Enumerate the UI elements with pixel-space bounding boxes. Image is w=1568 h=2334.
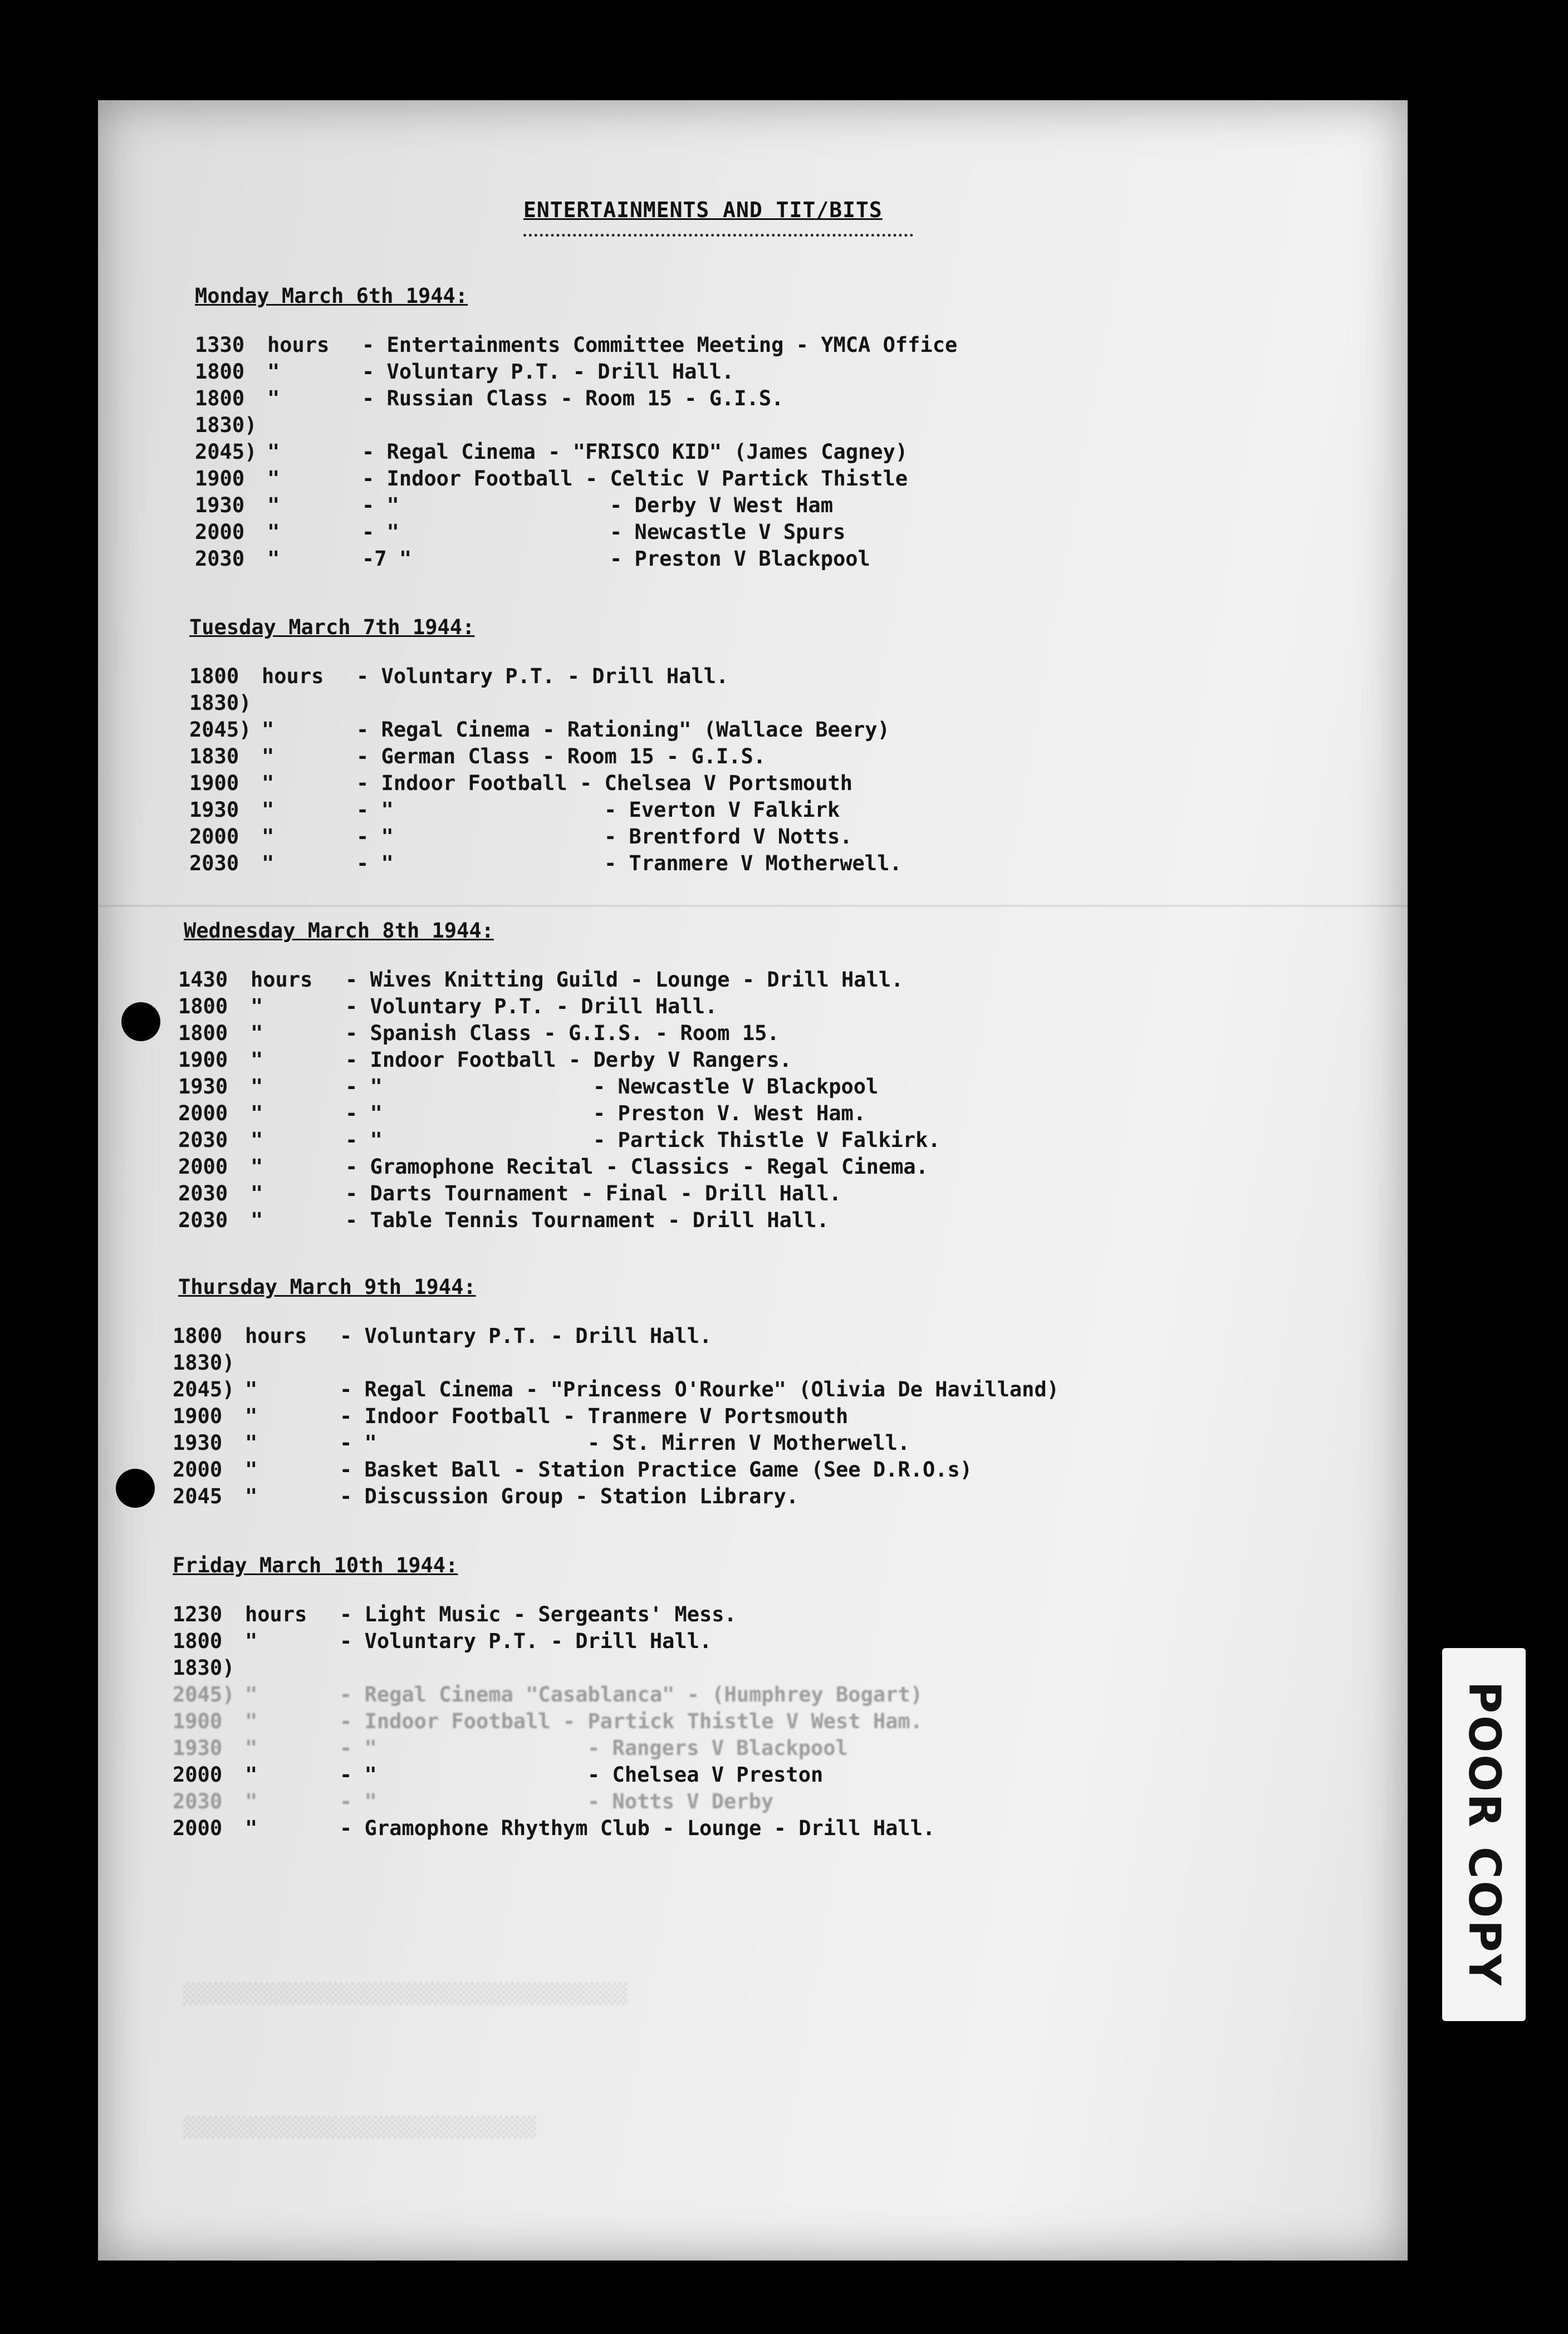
schedule-row [195,465,1309,493]
row-time: 1800 [189,664,239,688]
schedule-row [178,966,1292,994]
schedule-row [178,1207,1292,1234]
row-desc: - " [340,1736,377,1760]
row-unit: " [245,1763,258,1787]
schedule-row [173,1376,1286,1404]
row-desc: -7 " [362,547,412,571]
schedule-row [173,1734,1286,1762]
schedule-row [195,358,1309,386]
row-desc: - Indoor Football - Tranmere V Portsmouth [340,1404,849,1428]
schedule-row [178,1046,1292,1074]
row-desc: - Voluntary P.T. - Drill Hall. [345,994,718,1018]
row-sub: - Brentford V Notts. [604,825,852,849]
row-desc: - Light Music - Sergeants' Mess. [340,1602,737,1626]
row-unit: " [251,1155,263,1179]
schedule-row [173,1403,1286,1430]
row-time: 2045) [173,1377,235,1401]
row-sub: - Preston V Blackpool [610,547,870,571]
row-sub: - Derby V West Ham [610,493,833,517]
row-time: 2030 [178,1181,228,1205]
row-time: 2000 [173,1763,223,1787]
row-unit: " [245,1736,258,1760]
schedule-row [173,1761,1286,1789]
schedule-row [195,411,1309,439]
row-unit: " [267,547,280,571]
schedule-row [178,1019,1292,1047]
row-desc: - Darts Tournament - Final - Drill Hall. [345,1181,842,1205]
row-desc: - " [356,798,394,822]
row-sub: - Rangers V Blackpool [587,1736,848,1760]
bleed-through-text: ░░░░░░░░░░░░░░░░░░░░░░░░░░░░░░░░░░░░░░░ [184,1982,629,2004]
schedule-row [195,385,1309,413]
day-heading: Wednesday March 8th 1944: [184,919,494,943]
schedule-row [195,331,1309,359]
row-desc: - Regal Cinema "Casablanca" - (Humphrey Bogart) [340,1683,923,1707]
row-unit: " [245,1431,258,1455]
row-time: 2045 [173,1484,223,1508]
row-time: 2030 [178,1208,228,1232]
schedule-row [178,993,1292,1021]
day-heading: Tuesday March 7th 1944: [189,615,475,639]
schedule-row [178,1126,1292,1154]
poor-copy-stamp [1442,1648,1526,2021]
row-time: 1830 [189,744,239,768]
row-desc: - Wives Knitting Guild - Lounge - Drill Hall. [345,968,904,992]
schedule-row [178,1073,1292,1101]
row-desc: - Gramophone Rhythym Club - Lounge - Drill Hall. [340,1816,935,1840]
row-desc: - Indoor Football - Celtic V Partick Thistle [362,467,908,491]
row-desc: - " [345,1101,383,1125]
row-desc: - " [340,1431,377,1455]
row-time: 2030 [173,1789,223,1813]
row-time: 2000 [173,1458,223,1482]
row-time: 2000 [178,1101,228,1125]
row-time: 1930 [189,798,239,822]
row-time: 1900 [178,1048,228,1072]
row-sub: - Preston V. West Ham. [593,1101,866,1125]
row-desc: - Regal Cinema - "FRISCO KID" (James Cagney) [362,440,908,464]
row-time: 1900 [173,1404,223,1428]
row-time: 1430 [178,968,228,992]
day-heading: Thursday March 9th 1944: [178,1275,476,1299]
document-title: ENTERTAINMENTS AND TIT/BITS [523,198,883,222]
schedule-row [189,850,1303,877]
schedule-row [173,1788,1286,1816]
row-unit: " [267,386,280,410]
schedule-row [189,823,1303,851]
schedule-row [189,769,1303,797]
row-unit: " [245,1484,258,1508]
row-unit: " [251,994,263,1018]
row-desc: - " [340,1789,377,1813]
schedule-row [178,1180,1292,1208]
punch-hole [116,1469,155,1508]
row-time: 2045) [195,440,257,464]
row-unit: " [251,1128,263,1152]
row-desc: - " [345,1075,383,1099]
row-time: 1930 [173,1736,223,1760]
row-desc: - Indoor Football - Chelsea V Portsmouth [356,771,853,795]
row-time: 1800 [178,1021,228,1045]
schedule-row [173,1681,1286,1709]
row-sub: - Newcastle V Spurs [610,520,846,544]
row-time: 2045) [189,718,252,742]
row-desc: - Spanish Class - G.I.S. - Room 15. [345,1021,780,1045]
schedule-row [173,1654,1286,1682]
row-desc: - Voluntary P.T. - Drill Hall. [356,664,729,688]
row-desc: - " [356,851,394,875]
row-time: 1930 [195,493,245,517]
schedule-row [195,438,1309,466]
row-sub: - St. Mirren V Motherwell. [587,1431,910,1455]
row-time: 1800 [173,1324,223,1348]
schedule-row [189,743,1303,771]
row-unit: " [262,744,275,768]
row-unit: " [245,1629,258,1653]
schedule-row [189,689,1303,717]
row-time: 2000 [195,520,245,544]
row-time: 1830) [189,691,252,715]
row-unit: " [262,771,275,795]
row-desc: - Discussion Group - Station Library. [340,1484,799,1508]
row-unit: hours [245,1602,307,1626]
row-unit: " [267,520,280,544]
row-desc: - " [362,520,399,544]
row-time: 1900 [173,1709,223,1733]
row-unit: " [245,1789,258,1813]
row-desc: - " [362,493,399,517]
row-time: 1830) [173,1351,235,1375]
row-unit: " [251,1021,263,1045]
day-heading: Monday March 6th 1944: [195,284,468,308]
row-unit: " [245,1683,258,1707]
schedule-row [173,1708,1286,1735]
row-unit: " [267,440,280,464]
row-unit: " [262,718,275,742]
bleed-through-text: ░░░░░░░░░░░░░░░░░░░░░░░░░░░░░░░ [184,2116,537,2138]
row-unit: " [245,1709,258,1733]
row-desc: - Indoor Football - Partick Thistle V West Ham. [340,1709,923,1733]
row-time: 1900 [195,467,245,491]
row-unit: hours [262,664,324,688]
row-unit: " [262,798,275,822]
schedule-row [178,1100,1292,1127]
row-unit: " [251,1181,263,1205]
row-sub: - Chelsea V Preston [587,1763,824,1787]
row-time: 2045) [173,1683,235,1707]
row-time: 1800 [195,386,245,410]
row-desc: - " [345,1128,383,1152]
row-desc: - Regal Cinema - Rationing" (Wallace Beery) [356,718,890,742]
row-time: 1930 [178,1075,228,1099]
row-time: 2000 [173,1816,223,1840]
row-sub: - Everton V Falkirk [604,798,840,822]
row-time: 1800 [173,1629,223,1653]
schedule-row [173,1601,1286,1629]
fold-line [98,905,1408,907]
row-desc: - Gramophone Recital - Classics - Regal Cinema. [345,1155,928,1179]
schedule-row [178,1153,1292,1181]
row-time: 2030 [195,547,245,571]
schedule-row [173,1322,1286,1350]
row-desc: - German Class - Room 15 - G.I.S. [356,744,766,768]
row-time: 1930 [173,1431,223,1455]
row-unit: hours [251,968,313,992]
row-unit: hours [245,1324,307,1348]
row-unit: " [251,1101,263,1125]
row-desc: - Voluntary P.T. - Drill Hall. [340,1324,712,1348]
title-underline-rule [523,234,913,237]
row-unit: " [245,1816,258,1840]
schedule-row [195,518,1309,546]
row-unit: " [267,467,280,491]
row-unit: " [245,1377,258,1401]
row-desc: - " [356,825,394,849]
schedule-row [195,545,1309,573]
row-unit: " [267,360,280,384]
row-unit: " [251,1048,263,1072]
schedule-row [173,1456,1286,1484]
row-time: 1230 [173,1602,223,1626]
row-time: 2030 [189,851,239,875]
row-desc: - Indoor Football - Derby V Rangers. [345,1048,792,1072]
row-time: 1800 [195,360,245,384]
row-time: 2000 [189,825,239,849]
schedule-row [173,1815,1286,1842]
row-unit: " [251,1208,263,1232]
row-time: 2030 [178,1128,228,1152]
row-unit: hours [267,333,330,357]
row-sub: - Notts V Derby [587,1789,774,1813]
row-time: 1800 [178,994,228,1018]
row-time: 1830) [195,413,257,437]
row-unit: " [245,1458,258,1482]
row-unit: " [251,1075,263,1099]
row-desc: - Entertainments Committee Meeting - YMCA Office [362,333,958,357]
row-desc: - Voluntary P.T. - Drill Hall. [340,1629,712,1653]
row-unit: " [245,1404,258,1428]
row-sub: - Partick Thistle V Falkirk. [593,1128,940,1152]
row-time: 1330 [195,333,245,357]
row-unit: " [262,851,275,875]
row-desc: - " [340,1763,377,1787]
row-desc: - Voluntary P.T. - Drill Hall. [362,360,734,384]
schedule-row [173,1349,1286,1377]
row-time: 1900 [189,771,239,795]
row-unit: " [267,493,280,517]
row-desc: - Regal Cinema - "Princess O'Rourke" (Olivia De Havilland) [340,1377,1060,1401]
schedule-row [173,1627,1286,1655]
schedule-row [195,492,1309,519]
row-time: 2000 [178,1155,228,1179]
schedule-row [173,1429,1286,1457]
schedule-row [189,796,1303,824]
row-unit: " [262,825,275,849]
row-desc: - Basket Ball - Station Practice Game (See D.R.O.s) [340,1458,973,1482]
day-heading: Friday March 10th 1944: [173,1553,458,1577]
row-sub: - Tranmere V Motherwell. [604,851,902,875]
row-sub: - Newcastle V Blackpool [593,1075,879,1099]
row-desc: - Russian Class - Room 15 - G.I.S. [362,386,784,410]
schedule-row [189,663,1303,690]
row-time: 1830) [173,1656,235,1680]
stamp-label: POOR COPY [1459,1681,1509,1988]
row-desc: - Table Tennis Tournament - Drill Hall. [345,1208,829,1232]
schedule-row [189,716,1303,744]
punch-hole [121,1002,160,1041]
schedule-row [173,1483,1286,1511]
